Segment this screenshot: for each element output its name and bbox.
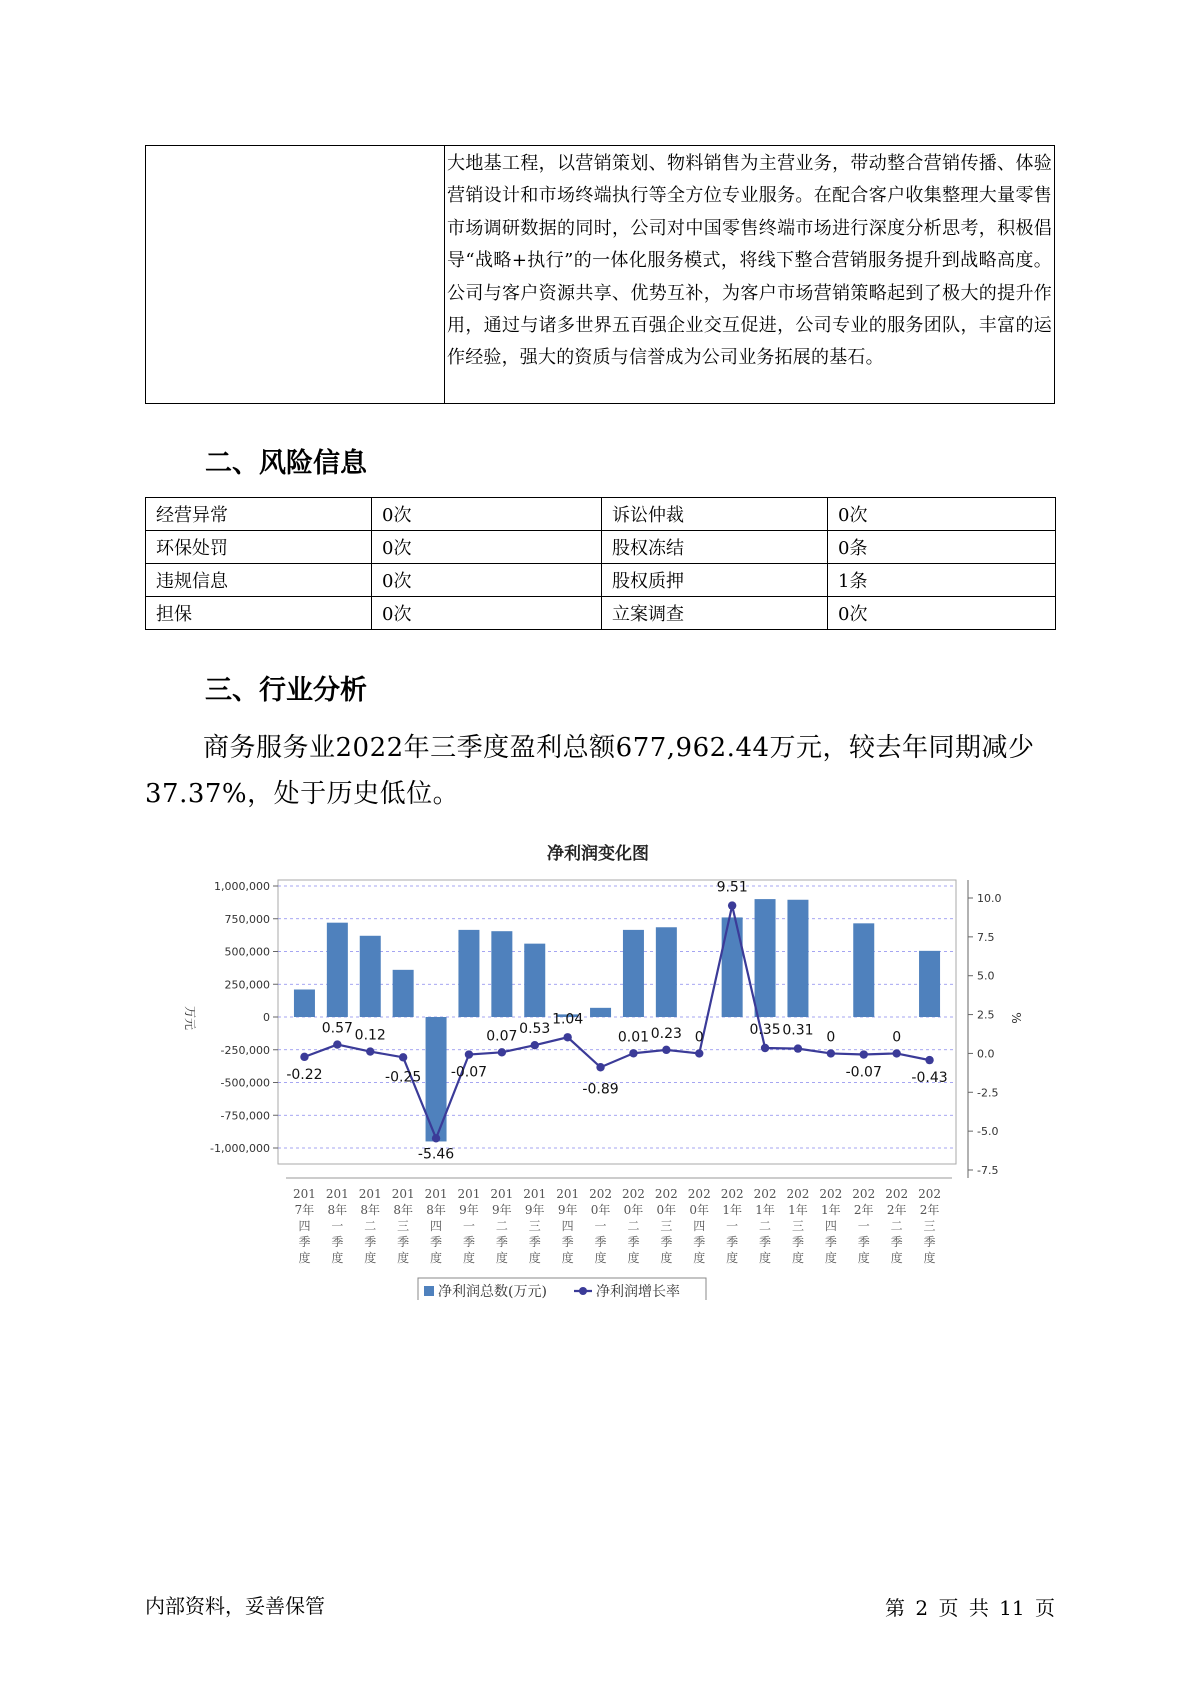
company-intro-text: 大地基工程，以营销策划、物料销售为主营业务，带动整合营销传播、体验营销设计和市场终端执行等全方位专业服务。在配合客户收集整理大量零售市场调研数据的同时，公司对中国零售终端市场进行深度分析思考，积极倡导“战略+执行”的一体化服务模式，将线下整合营销服务提升到战略高度。公司与客户资源共享、优势互补，为客户市场营销策略起到了极大的提升作用，通过与诸多世界五百强企业交互促进，公司专业的服务团队，丰富的运作经验，强大的资质与信誉成为公司业务拓展的基石。 [447,153,1052,369]
x-tick-label: 201 9年二季度 [490,1187,514,1265]
chart-title: 净利润变化图 [547,844,649,864]
growth-point [432,1134,440,1142]
bar [491,931,512,1017]
growth-point [366,1047,374,1055]
point-label: 0.53 [519,1021,551,1038]
legend-line-marker [579,1287,587,1295]
point-label: 0 [826,1029,836,1046]
risk-section-heading: 二、风险信息 [205,448,367,479]
growth-point [794,1044,802,1052]
point-label: 0.07 [486,1028,518,1045]
x-tick-label: 202 1年一季度 [720,1187,744,1265]
legend-line-label: 净利润增长率 [596,1284,680,1300]
growth-point [662,1046,670,1054]
risk-value: 0次 [828,597,1056,630]
bar [787,900,808,1017]
confidential-notice: 内部资料，妥善保管 [145,1594,325,1618]
bar [919,951,940,1017]
point-label: 1.04 [552,1011,584,1028]
industry-analysis-paragraph: 商务服务业2022年三季度盈利总额677,962.44万元，较去年同期减少37.37%，处于历史低位。 [145,733,1035,809]
point-label: 0.12 [354,1027,386,1044]
point-label: 0.23 [650,1025,682,1042]
growth-point [860,1050,868,1058]
bar [294,989,315,1017]
legend-bar-label: 净利润总数(万元) [438,1284,547,1300]
y-tick-label: 250,000 [224,978,270,992]
risk-value: 0次 [372,531,602,564]
legend-bar-swatch [424,1286,434,1296]
risk-row [146,564,1056,597]
company-intro-table [145,145,1055,404]
x-tick-label: 201 8年二季度 [358,1187,382,1265]
x-tick-label: 201 9年三季度 [523,1187,547,1265]
risk-value: 0次 [372,564,602,597]
bar [722,917,743,1017]
growth-point [728,901,736,909]
growth-point [498,1048,506,1056]
x-tick-label: 202 0年四季度 [687,1187,711,1265]
point-label: -0.89 [582,1081,619,1098]
bar [393,970,414,1017]
x-tick-label: 202 2年三季度 [918,1187,942,1265]
point-label: -0.07 [845,1064,882,1081]
point-label: 0 [694,1029,704,1046]
bar [853,923,874,1017]
x-tick-label: 202 2年二季度 [885,1187,909,1265]
x-tick-label: 202 1年三季度 [786,1187,810,1265]
y2-tick-label: -7.5 [977,1164,999,1177]
risk-label: 诉讼仲裁 [602,498,828,531]
plot-area [278,880,956,1164]
risk-value: 0次 [828,498,1056,531]
x-tick-label: 201 9年一季度 [457,1187,481,1265]
growth-point [892,1049,900,1057]
y-tick-label: -1,000,000 [210,1142,270,1155]
y2-tick-label: -5.0 [977,1125,999,1139]
growth-point [925,1056,933,1064]
x-tick-label: 202 0年二季度 [621,1187,645,1265]
growth-point [531,1041,539,1049]
x-tick-label: 201 8年一季度 [325,1187,349,1265]
risk-row [146,531,1056,564]
risk-value: 0次 [372,597,602,630]
point-label: -0.25 [385,1069,422,1086]
point-label: -0.22 [286,1066,323,1083]
risk-info-table [145,497,1056,630]
y2-axis-title: % [1009,1012,1023,1024]
point-label: -0.43 [911,1070,948,1087]
growth-point [465,1050,473,1058]
risk-label: 担保 [146,597,372,630]
bar [656,927,677,1017]
industry-section-heading: 三、行业分析 [205,675,367,706]
bar [623,930,644,1017]
growth-point [596,1063,604,1071]
y-tick-label: 500,000 [224,945,270,959]
x-tick-label: 201 9年四季度 [556,1187,580,1265]
x-tick-label: 201 7年四季度 [292,1187,316,1265]
risk-label: 违规信息 [146,564,372,597]
bar [360,936,381,1017]
bar [755,899,776,1017]
point-label: 0.57 [321,1020,353,1037]
risk-row [146,597,1056,630]
y2-tick-label: -2.5 [977,1086,999,1100]
x-tick-label: 201 8年四季度 [424,1187,448,1265]
intro-text-cell [445,146,1055,404]
y2-tick-label: 10.0 [977,892,1002,905]
bar [590,1008,611,1017]
growth-point [629,1049,637,1057]
x-tick-label: 202 1年四季度 [819,1187,843,1265]
growth-point [695,1049,703,1057]
y2-tick-label: 0.0 [977,1047,995,1061]
growth-point [333,1040,341,1048]
y-tick-label: -250,000 [220,1043,270,1057]
point-label: 0 [892,1029,902,1046]
risk-value: 0条 [828,531,1056,564]
net-profit-chart [160,840,1040,1300]
risk-label: 经营异常 [146,498,372,531]
point-label: 0.01 [617,1029,650,1046]
point-label: -0.07 [450,1064,488,1081]
growth-point [563,1033,571,1041]
growth-point [399,1053,407,1061]
risk-label: 环保处罚 [146,531,372,564]
x-tick-label: 202 0年三季度 [654,1187,678,1265]
bar [327,923,348,1017]
y-axis-title: 万元 [183,1005,197,1031]
x-tick-label: 202 2年一季度 [852,1187,876,1265]
growth-point [827,1049,835,1057]
x-tick-label: 202 1年二季度 [753,1187,777,1265]
x-tick-label: 201 8年三季度 [391,1187,415,1265]
y2-tick-label: 7.5 [977,930,995,944]
y-tick-label: 750,000 [224,912,270,926]
y-tick-label: 1,000,000 [214,880,270,893]
y2-tick-label: 5.0 [977,969,995,983]
x-tick-label: 202 0年一季度 [589,1187,613,1265]
risk-label: 立案调查 [602,597,828,630]
y-tick-label: 0 [263,1011,270,1024]
growth-point [761,1044,769,1052]
risk-value: 1条 [828,564,1056,597]
y-tick-label: -500,000 [220,1076,270,1090]
risk-label: 股权冻结 [602,531,828,564]
y2-tick-label: 2.5 [977,1008,995,1022]
page-number: 第 2 页 共 11 页 [885,1596,1055,1620]
growth-point [300,1053,308,1061]
risk-value: 0次 [372,498,602,531]
y-tick-label: -750,000 [220,1109,270,1123]
bar [524,944,545,1017]
risk-label: 股权质押 [602,564,828,597]
chart-canvas [160,840,1040,1300]
point-label: -5.46 [417,1146,455,1163]
point-label: 0.35 [749,1021,781,1038]
intro-empty-cell [146,146,445,404]
risk-row [146,498,1056,531]
point-label: 0.31 [782,1022,814,1039]
bar [458,930,479,1017]
point-label: 9.51 [716,879,748,896]
